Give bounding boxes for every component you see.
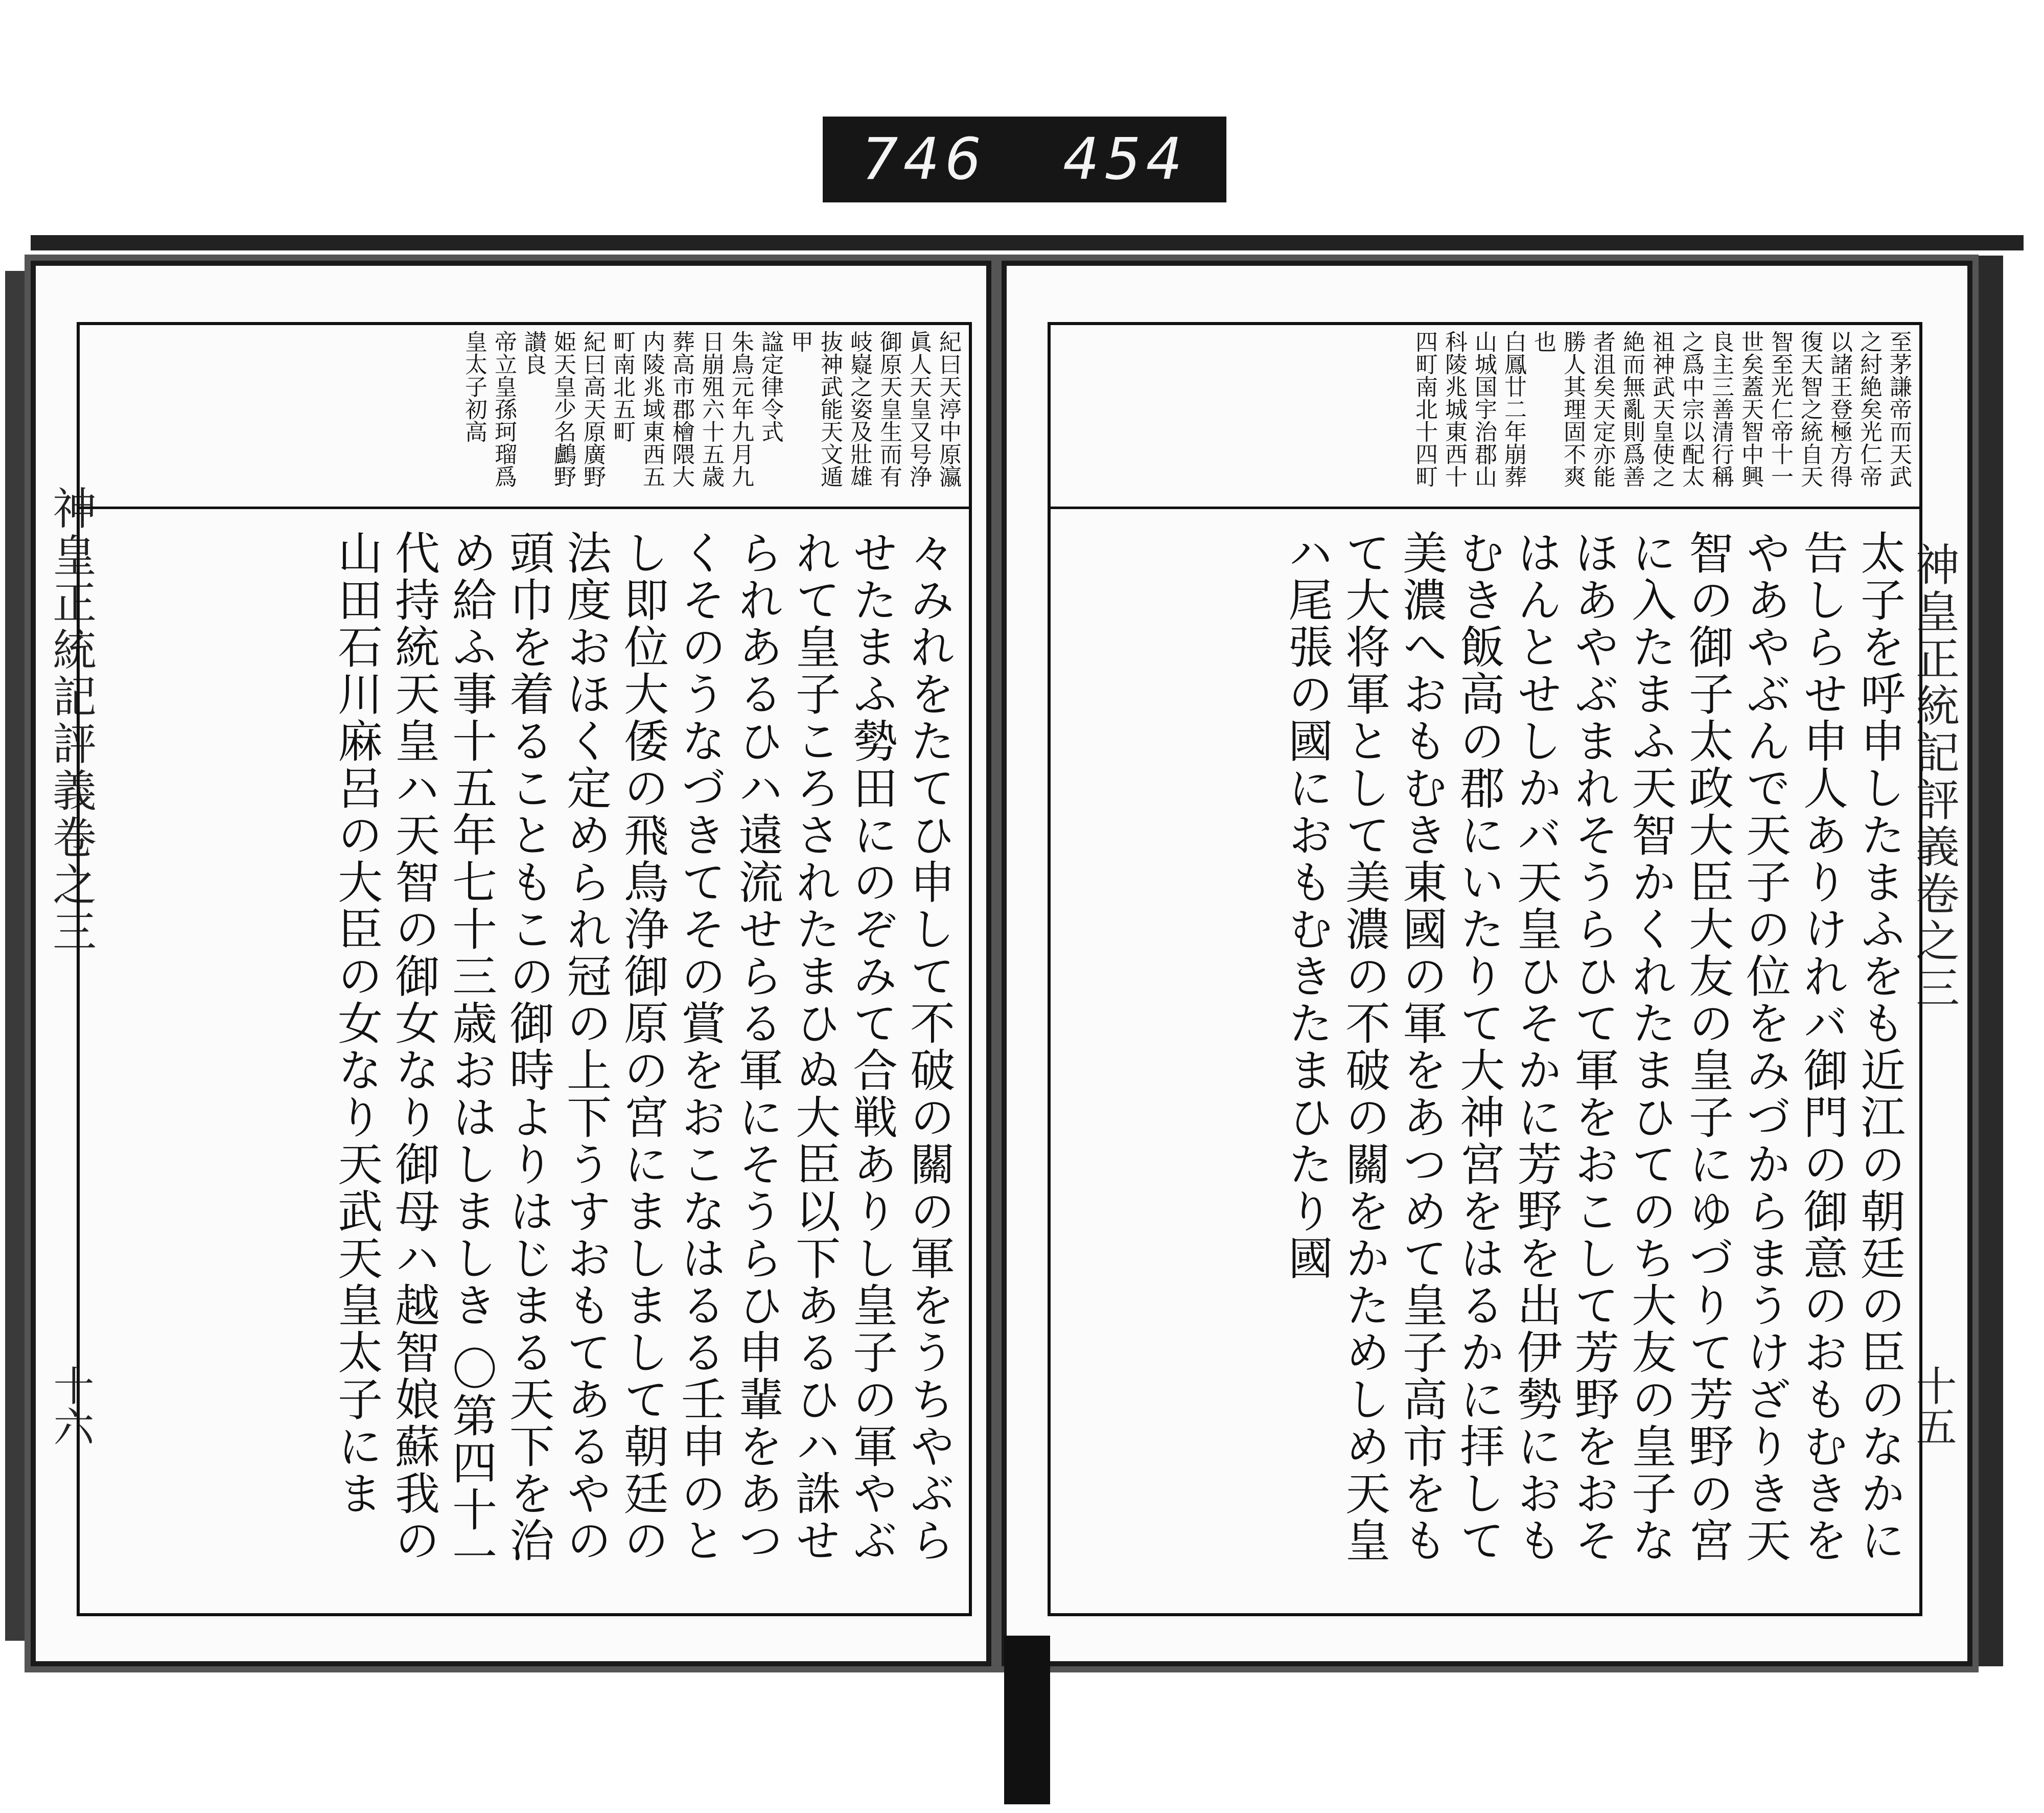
right-headnote: 至茅謙帝而天武之紂絶矣光仁帝以諸王登極方得復天智之統自天智至光仁帝十一世矣蓋天智中興良主三善清行稱之爲中宗以配太祖神武天皇使之絶而無亂則爲善者沮矣天定亦能勝人其理固不爽也 白鳳廿二年崩葬山城国宇治郡山科陵兆城東西十四町南北十四町 bbox=[1051, 325, 1919, 509]
left-text-frame bbox=[77, 322, 972, 1616]
left-headnote: 紀曰天渟中原瀛眞人天皇又号浄御原天皇生而有岐嶷之姿及壯雄抜神武能天文遁甲 諡定律令式 朱鳥元年九月九日崩殂六十五歳葬高市郡檜隈大内陵兆域東西五町南北五町 紀曰高天原廣野姫天皇少名鸕野讃良 帝立皇孫珂瑠爲皇太子初高 bbox=[80, 325, 969, 509]
shelf-number-1: 746 bbox=[862, 126, 986, 193]
right-folio: 十五 bbox=[1909, 1365, 1957, 1447]
shelf-number-2: 454 bbox=[1063, 126, 1188, 193]
left-margin-title: 神皇正統記評義卷之三 bbox=[45, 486, 96, 956]
right-main-text: 太子を呼申したまふをも近江の朝廷の臣のなかに告しらせ申人ありけれバ御門の御意のおもむきをやあやぶんで天子の位をみづからまうけざりき天智の御子太政大臣大友の皇子にゆづりて芳野の宮に入たまふ天智かくれたまひてのち大友の皇子なほあやぶまれそうらひて軍をおこして芳野をおそはんとせしかバ天皇ひそかに芳野を出伊勢におもむき飯高の郡にいたりて大神宮をはるかに拝して美濃へおもむき東國の軍をあつめて皇子高市をもて大将軍として美濃の不破の關をかためしめ天皇ハ尾張の國におもむきたまひたり國 bbox=[1281, 530, 1906, 1564]
shelf-number-tag bbox=[823, 117, 1226, 202]
right-page bbox=[1002, 261, 1972, 1666]
left-main-text: 々みれをたてひ申して不破の關の軍をうちやぶらせたまふ勢田にのぞみて合戦ありし皇子の軍やぶれて皇子ころされたまひぬ大臣以下あるひハ誅せられあるひハ遠流せらる軍にそうらひ申輩をあつくそのうなづきてその賞をおこなはるる壬申のとし即位大倭の飛鳥浄御原の宮にましまして朝廷の法度おほく定められ冠の上下うすおもてあるやの頭巾を着ることもこの御時よりはじまる天下を治め給ふ事十五年七十三歳おはしましき 〇第四十一代持統天皇ハ天智の御女なり御母ハ越智娘蘇我の山田石川麻呂の大臣の女なり天武天皇太子にま bbox=[331, 530, 956, 1580]
binding-gutter bbox=[1004, 1636, 1050, 1804]
book-edge-right bbox=[1972, 256, 2003, 1666]
left-page bbox=[31, 261, 991, 1666]
book-edge-left bbox=[5, 271, 26, 1641]
book-top-edge bbox=[31, 235, 2024, 250]
right-margin-title: 神皇正統記評義卷之三 bbox=[1908, 542, 1959, 1012]
left-folio: 十六 bbox=[47, 1365, 94, 1447]
right-text-frame bbox=[1048, 322, 1922, 1616]
